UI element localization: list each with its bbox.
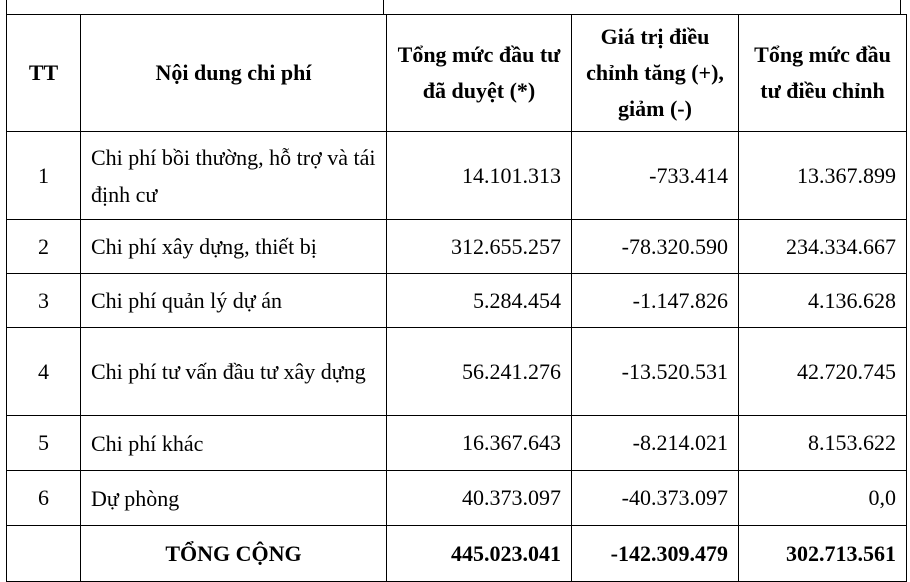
investment-cost-table	[6, 14, 907, 582]
adjustment-value: -733.414	[572, 132, 739, 220]
total-approved-value: 445.023.041	[387, 526, 572, 582]
table-row	[7, 471, 907, 526]
approved-value: 56.241.276	[387, 328, 572, 416]
cost-item-name: Chi phí quản lý dự án	[81, 274, 387, 328]
approved-value: 16.367.643	[387, 416, 572, 471]
approved-value: 312.655.257	[387, 220, 572, 274]
table-border-remnant	[900, 0, 901, 14]
header-adjustment-value: Giá trị điều chỉnh tăng (+), giảm (-)	[572, 15, 739, 132]
adjustment-value: -40.373.097	[572, 471, 739, 526]
cost-item-name: Chi phí bồi thường, hỗ trợ và tái định cư	[81, 132, 387, 220]
table-row	[7, 274, 907, 328]
adjusted-value: 42.720.745	[739, 328, 907, 416]
adjustment-value: -8.214.021	[572, 416, 739, 471]
total-adjustment-value: -142.309.479	[572, 526, 739, 582]
adjusted-value: 234.334.667	[739, 220, 907, 274]
cost-item-name: Chi phí xây dựng, thiết bị	[81, 220, 387, 274]
approved-value: 5.284.454	[387, 274, 572, 328]
adjusted-value: 8.153.622	[739, 416, 907, 471]
adjustment-value: -78.320.590	[572, 220, 739, 274]
table-row	[7, 220, 907, 274]
total-row-empty-cell	[7, 526, 81, 582]
table-row	[7, 328, 907, 416]
row-number: 1	[7, 132, 81, 220]
approved-value: 14.101.313	[387, 132, 572, 220]
total-adjusted-value: 302.713.561	[739, 526, 907, 582]
row-number: 3	[7, 274, 81, 328]
adjustment-value: -1.147.826	[572, 274, 739, 328]
table-row	[7, 416, 907, 471]
table-row	[7, 132, 907, 220]
header-cost-content: Nội dung chi phí	[81, 15, 387, 132]
table-border-remnant	[383, 0, 384, 14]
approved-value: 40.373.097	[387, 471, 572, 526]
header-tt: TT	[7, 15, 81, 132]
adjusted-value: 0,0	[739, 471, 907, 526]
total-row	[7, 526, 907, 582]
header-adjusted-investment: Tổng mức đầu tư điều chỉnh	[739, 15, 907, 132]
cost-item-name: Chi phí tư vấn đầu tư xây dựng	[81, 328, 387, 416]
adjusted-value: 13.367.899	[739, 132, 907, 220]
cost-item-name: Chi phí khác	[81, 416, 387, 471]
adjustment-value: -13.520.531	[572, 328, 739, 416]
row-number: 6	[7, 471, 81, 526]
row-number: 2	[7, 220, 81, 274]
adjusted-value: 4.136.628	[739, 274, 907, 328]
row-number: 4	[7, 328, 81, 416]
total-label: TỔNG CỘNG	[81, 526, 387, 582]
cost-item-name: Dự phòng	[81, 471, 387, 526]
row-number: 5	[7, 416, 81, 471]
header-approved-investment: Tổng mức đầu tư đã duyệt (*)	[387, 15, 572, 132]
table-header-row	[7, 15, 907, 132]
table-border-remnant	[6, 0, 7, 14]
